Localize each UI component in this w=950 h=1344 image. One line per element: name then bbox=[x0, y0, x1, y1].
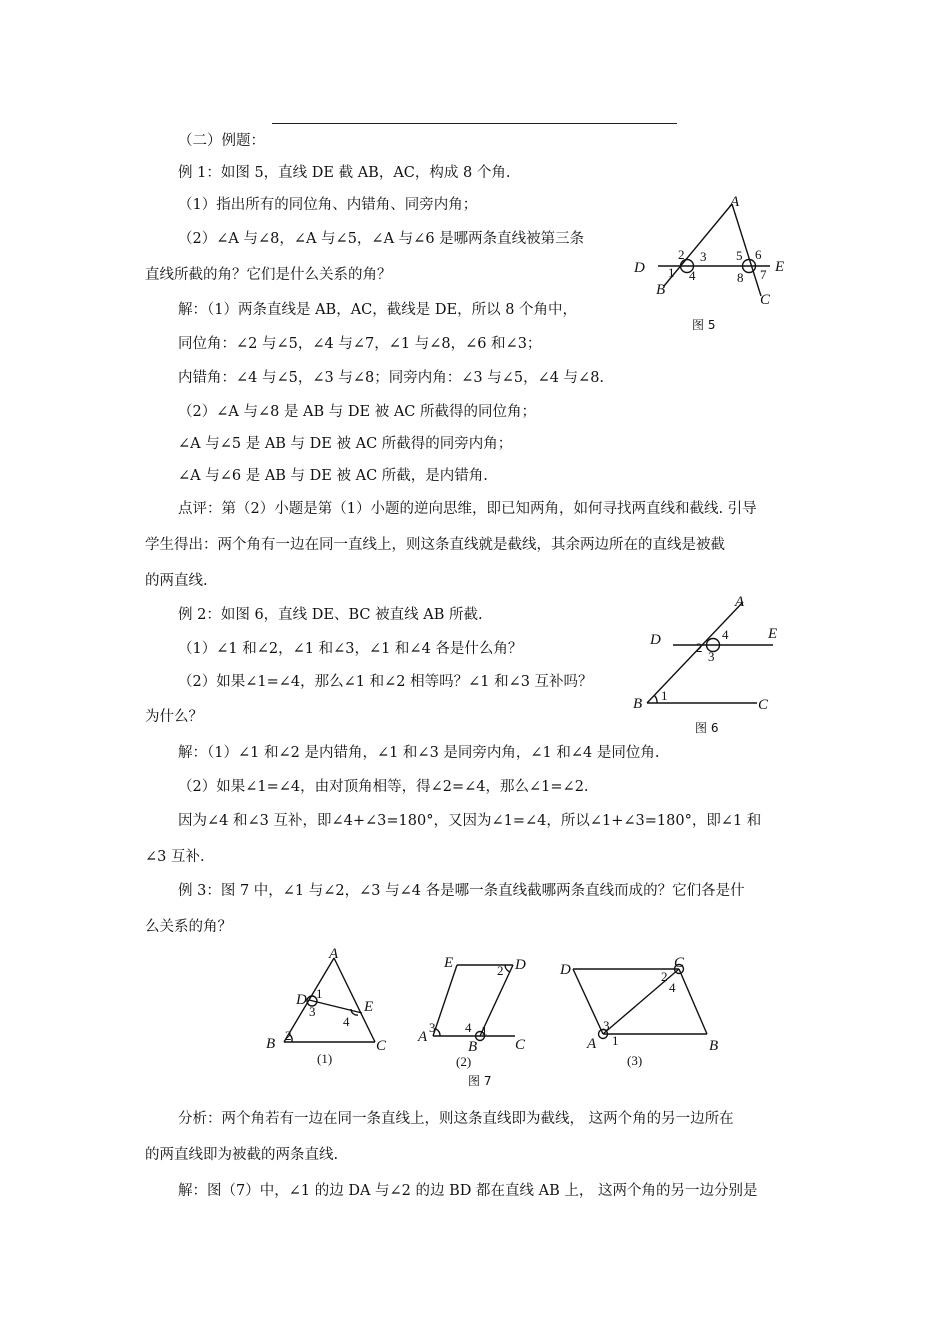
figure-5-caption: 图 5 bbox=[692, 318, 716, 332]
angle-2-label: 2 bbox=[696, 640, 703, 655]
text-line: 例 2：如图 6，直线 DE、BC 被直线 AB 所截. bbox=[178, 607, 483, 623]
text-line: （2）∠A 与∠8 是 AB 与 DE 被 AC 所截得的同位角； bbox=[178, 404, 536, 420]
angle-1-label: 1 bbox=[612, 1033, 619, 1048]
text-line: ∠A 与∠5 是 AB 与 DE 被 AC 所截得的同旁内角； bbox=[178, 436, 513, 452]
point-d-label: D bbox=[634, 260, 645, 276]
point-b-label: B bbox=[266, 1036, 276, 1052]
point-b-label: B bbox=[656, 282, 666, 298]
angle-7-label: 7 bbox=[760, 267, 767, 282]
angle-4-label: 4 bbox=[669, 980, 676, 995]
point-e-label: E bbox=[768, 626, 778, 642]
figure-7-part-2-caption: (2) bbox=[456, 1054, 472, 1069]
point-a-label: A bbox=[587, 1036, 597, 1052]
text-line: （2）如果∠1=∠4，由对顶角相等，得∠2=∠4，那么∠1=∠2. bbox=[178, 779, 589, 795]
point-d-label: D bbox=[560, 962, 571, 978]
angle-3-label: 3 bbox=[603, 1018, 610, 1033]
figure-7-caption-wrap bbox=[462, 1070, 502, 1090]
point-d-label: D bbox=[296, 992, 307, 1008]
figure-7-caption: 图 7 bbox=[468, 1074, 492, 1088]
point-c-label: C bbox=[760, 292, 771, 308]
angle-2-label: 2 bbox=[661, 969, 668, 984]
angle-1-label: 1 bbox=[481, 1023, 488, 1038]
angle-3-label: 3 bbox=[309, 1004, 316, 1019]
angle-4-label: 4 bbox=[465, 1020, 472, 1035]
point-d-label: D bbox=[650, 632, 661, 648]
angle-1-label: 1 bbox=[316, 986, 323, 1001]
angle-4-label: 4 bbox=[343, 1014, 350, 1029]
point-a-label: A bbox=[735, 594, 745, 610]
text-line: （2）∠A 与∠8，∠A 与∠5，∠A 与∠6 是哪两条直线被第三条 bbox=[178, 231, 585, 247]
point-b-label: B bbox=[633, 696, 643, 712]
text-line: 分析：两个角若有一边在同一条直线上，则这条直线即为截线， 这两个角的另一边所在 bbox=[178, 1111, 734, 1127]
angle-6-label: 6 bbox=[755, 247, 762, 262]
text-line: 的两直线即为被截的两条直线. bbox=[145, 1147, 339, 1163]
angle-5-label: 5 bbox=[736, 248, 743, 263]
text-line: 为什么？ bbox=[145, 709, 203, 725]
text-line: 解：（1）∠1 和∠2 是内错角，∠1 和∠3 是同旁内角，∠1 和∠4 是同位角. bbox=[178, 745, 660, 761]
angle-1-label: 1 bbox=[668, 265, 675, 280]
text-line: 内错角：∠4 与∠5，∠3 与∠8；同旁内角：∠3 与∠5，∠4 与∠8. bbox=[178, 370, 605, 386]
angle-3-label: 3 bbox=[700, 249, 707, 264]
point-a-label: A bbox=[329, 946, 339, 962]
text-line: ∠3 互补. bbox=[145, 849, 205, 865]
text-line: 学生得出：两个角有一边在同一直线上，则这条直线就是截线，其余两边所在的直线是被截 bbox=[145, 537, 725, 553]
point-c-label: C bbox=[376, 1038, 387, 1054]
text-line: 么关系的角？ bbox=[145, 919, 232, 935]
point-e-label: E bbox=[775, 259, 785, 275]
point-e-label: E bbox=[444, 955, 454, 971]
angle-4-label: 4 bbox=[722, 627, 729, 642]
text-line: 直线所截的角？它们是什么关系的角？ bbox=[145, 267, 392, 283]
point-c-label: C bbox=[515, 1037, 526, 1053]
text-line: 同位角：∠2 与∠5，∠4 与∠7，∠1 与∠8，∠6 和∠3； bbox=[178, 336, 542, 352]
section-heading: （二）例题： bbox=[178, 133, 265, 149]
text-line: 例 1：如图 5，直线 DE 截 AB，AC，构成 8 个角. bbox=[178, 165, 511, 181]
text-line: （1）∠1 和∠2，∠1 和∠3，∠1 和∠4 各是什么角？ bbox=[178, 641, 523, 657]
text-line: （1）指出所有的同位角、内错角、同旁内角； bbox=[178, 197, 478, 213]
point-d-label: D bbox=[515, 957, 526, 973]
point-e-label: E bbox=[364, 999, 374, 1015]
text-line: （2）如果∠1=∠4，那么∠1 和∠2 相等吗？∠1 和∠3 互补吗？ bbox=[178, 674, 593, 690]
point-b-label: B bbox=[468, 1039, 478, 1055]
figure-5 bbox=[620, 188, 800, 338]
figure-6 bbox=[625, 588, 785, 738]
angle-2-label: 2 bbox=[497, 963, 504, 978]
figure-6-caption: 图 6 bbox=[695, 721, 719, 735]
figure-7-part-2 bbox=[415, 950, 535, 1075]
text-line: 解：（1）两条直线是 AB，AC，截线是 DE，所以 8 个角中， bbox=[178, 302, 578, 318]
point-c-label: C bbox=[674, 955, 685, 971]
angle-8-label: 8 bbox=[737, 270, 744, 285]
angle-3-label: 3 bbox=[429, 1020, 436, 1035]
text-line: 点评：第（2）小题是第（1）小题的逆向思维，即已知两角，如何寻找两直线和截线. 引导 bbox=[178, 501, 757, 517]
header-rule bbox=[272, 123, 677, 124]
angle-1-label: 1 bbox=[661, 688, 668, 703]
point-c-label: C bbox=[758, 697, 769, 713]
text-line: ∠A 与∠6 是 AB 与 DE 被 AC 所截，是内错角. bbox=[178, 468, 488, 484]
point-a-label: A bbox=[418, 1029, 428, 1045]
text-line: 例 3：图 7 中，∠1 与∠2，∠3 与∠4 各是哪一条直线截哪两条直线而成的？它们各是什 bbox=[178, 883, 745, 899]
figure-7-part-1-caption: (1) bbox=[317, 1051, 333, 1066]
point-a-label: A bbox=[730, 194, 740, 210]
angle-2-label: 2 bbox=[678, 247, 685, 262]
point-b-label: B bbox=[709, 1038, 719, 1054]
text-line: 因为∠4 和∠3 互补，即∠4+∠3=180°，又因为∠1=∠4，所以∠1+∠3=180°，即∠1 和 bbox=[178, 813, 762, 829]
angle-4-label: 4 bbox=[689, 268, 696, 283]
text-line: 解：图（7）中，∠1 的边 DA 与∠2 的边 BD 都在直线 AB 上， 这两个角的另一边分别是 bbox=[178, 1183, 758, 1199]
figure-7-part-1 bbox=[262, 942, 392, 1072]
text-line: 的两直线. bbox=[145, 573, 208, 589]
figure-7-part-3 bbox=[557, 952, 742, 1070]
angle-3-label: 3 bbox=[708, 649, 715, 664]
angle-2-label: 2 bbox=[285, 1028, 292, 1043]
figure-7-part-3-caption: (3) bbox=[627, 1053, 643, 1068]
